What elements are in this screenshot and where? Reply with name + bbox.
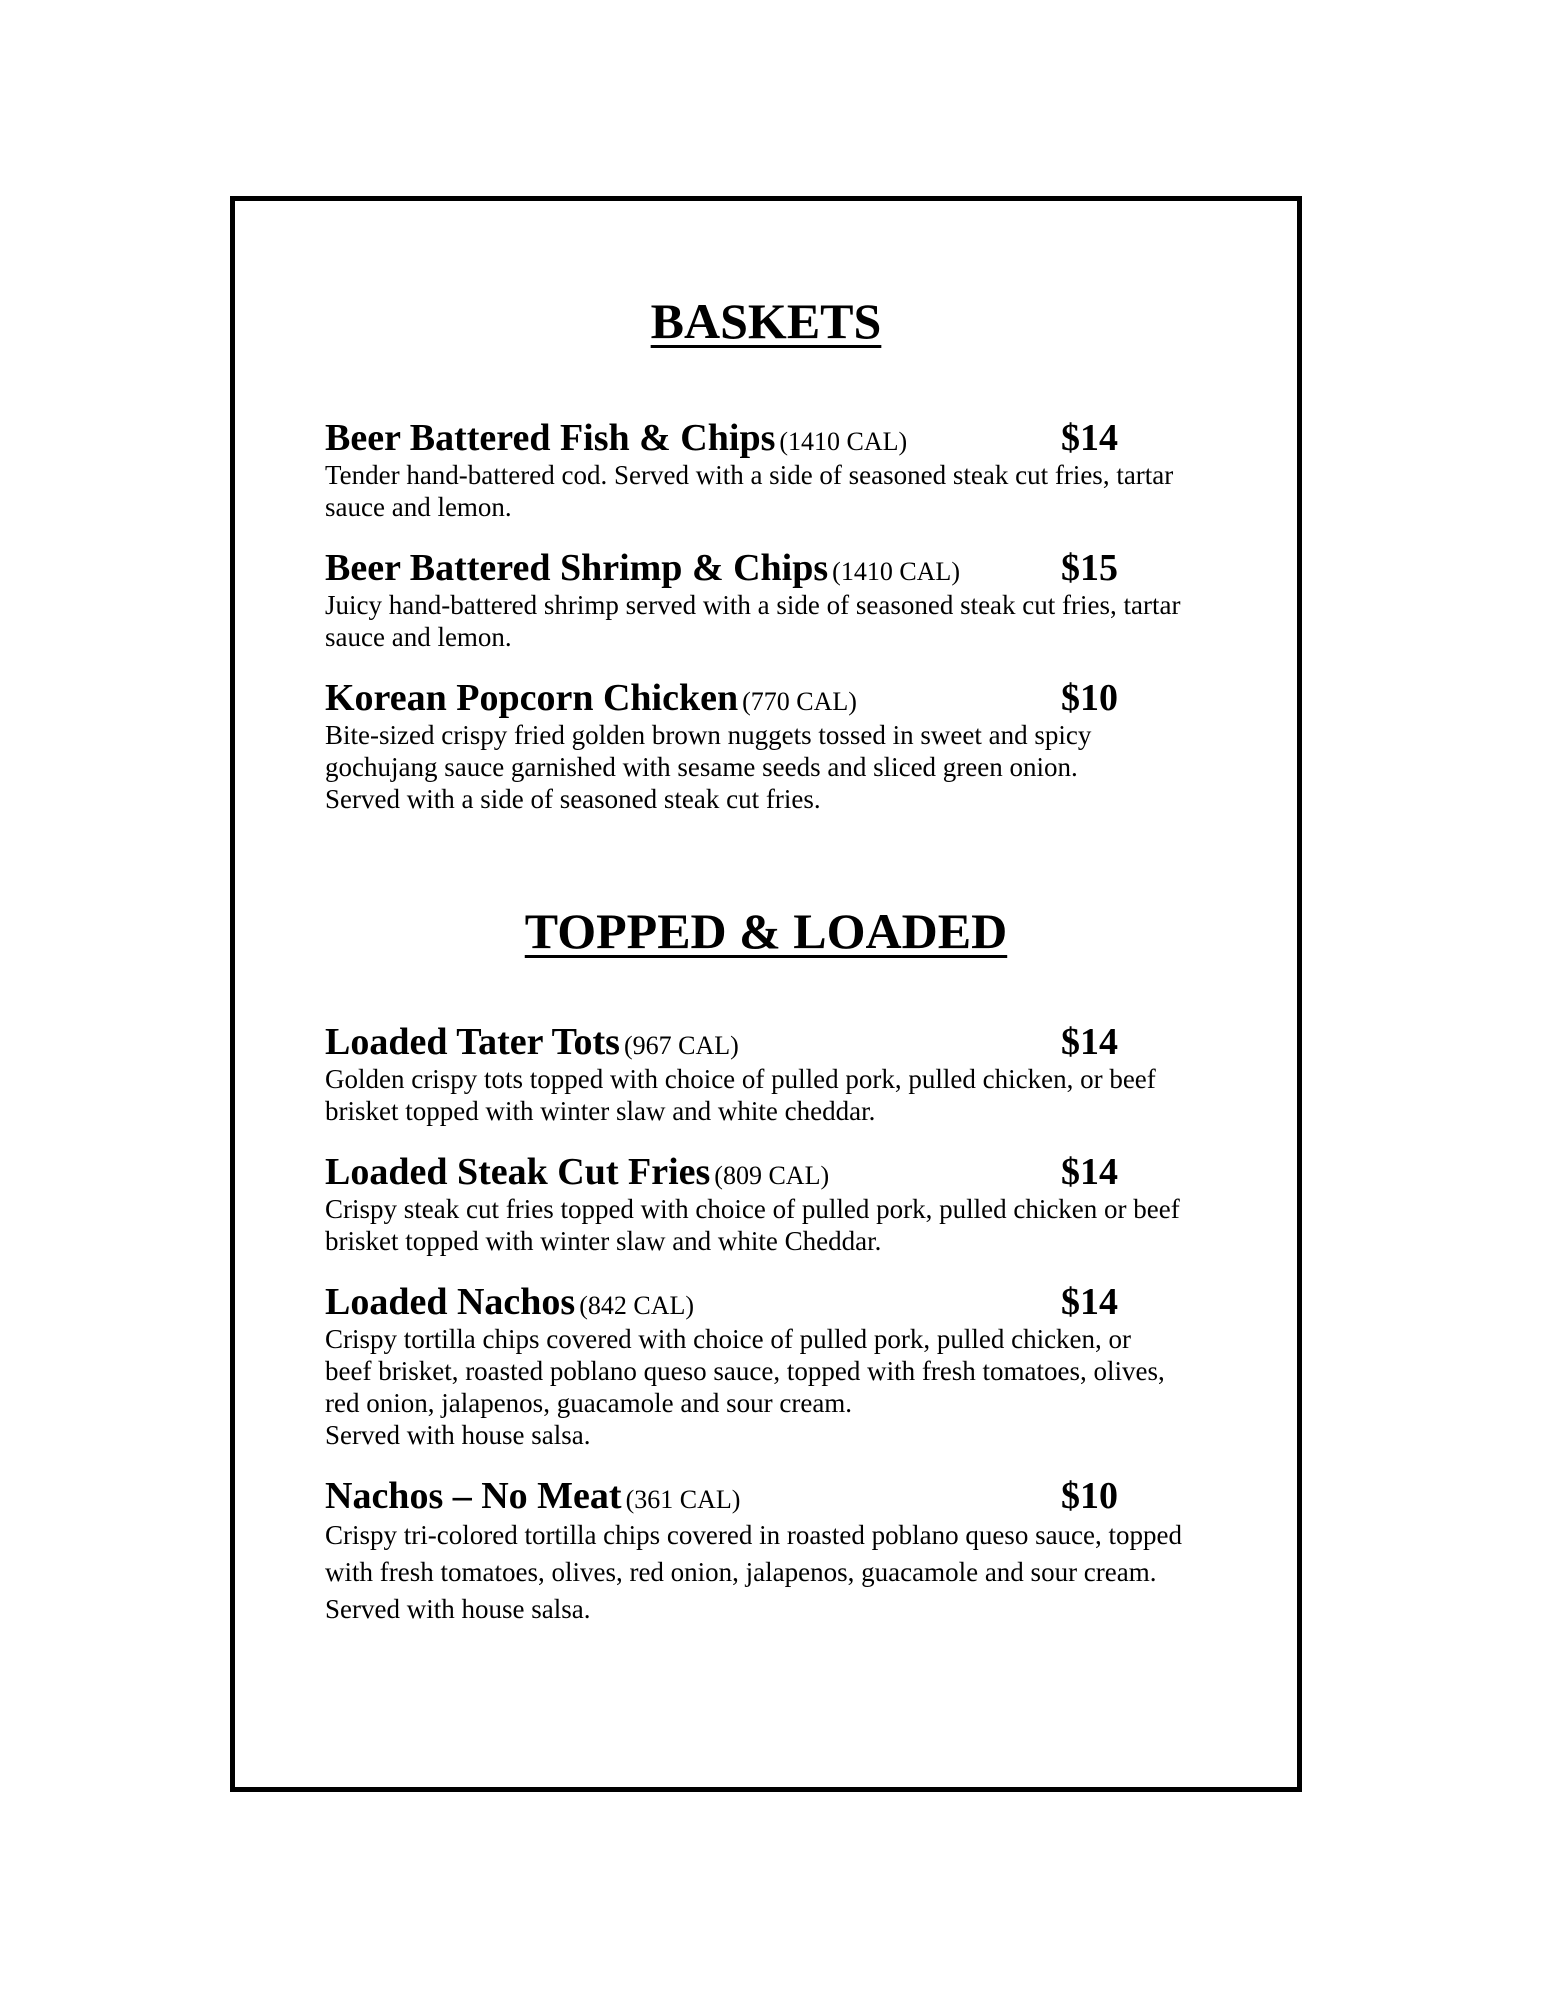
item-description: Crispy steak cut fries topped with choice of pulled pork, pulled chicken or beef brisket topped with winter slaw and white Cheddar. xyxy=(325,1194,1180,1256)
item-description: Juicy hand-battered shrimp served with a side of seasoned steak cut fries, tartar sauce and lemon. xyxy=(325,590,1181,652)
item-calories: (1410 CAL) xyxy=(779,427,908,456)
menu-item-fish-chips xyxy=(325,415,1265,523)
item-name: Loaded Nachos xyxy=(325,1281,576,1323)
item-description: Golden crispy tots topped with choice of pulled pork, pulled chicken, or beef brisket topped with winter slaw and white cheddar. xyxy=(325,1064,1156,1126)
item-name: Korean Popcorn Chicken xyxy=(325,677,739,719)
menu-item-nachos-no-meat xyxy=(325,1473,1265,1628)
item-price: $14 xyxy=(1061,1281,1118,1323)
item-price: $14 xyxy=(1061,1021,1118,1063)
menu-item-shrimp-chips xyxy=(325,545,1265,653)
item-name: Nachos – No Meat xyxy=(325,1475,622,1517)
item-name: Beer Battered Fish & Chips xyxy=(325,417,776,459)
item-name: Loaded Steak Cut Fries xyxy=(325,1151,711,1193)
item-price: $14 xyxy=(1061,1151,1118,1193)
menu-item-korean-popcorn-chicken xyxy=(325,675,1265,815)
item-price: $15 xyxy=(1061,547,1118,589)
item-name: Loaded Tater Tots xyxy=(325,1021,620,1063)
item-description: Crispy tri-colored tortilla chips covered in roasted poblano queso sauce, topped with fresh tomatoes, olives, red onion, jalapenos, guacamole and sour cream. Served with house salsa. xyxy=(325,1520,1183,1624)
item-price: $14 xyxy=(1061,417,1118,459)
item-calories: (842 CAL) xyxy=(579,1291,695,1320)
item-description: Tender hand-battered cod. Served with a side of seasoned steak cut fries, tartar sauce and lemon. xyxy=(325,460,1174,522)
item-name: Beer Battered Shrimp & Chips xyxy=(325,547,829,589)
item-description: Bite-sized crispy fried golden brown nuggets tossed in sweet and spicy gochujang sauce garnished with sesame seeds and sliced green onion. Served with a side of seasoned steak cut fries. xyxy=(325,720,1092,814)
section-title-baskets: BASKETS xyxy=(650,293,882,349)
menu-item-loaded-nachos xyxy=(325,1279,1265,1451)
item-calories: (361 CAL) xyxy=(625,1485,741,1514)
item-calories: (967 CAL) xyxy=(623,1031,739,1060)
menu-item-loaded-tater-tots xyxy=(325,1019,1265,1127)
item-calories: (1410 CAL) xyxy=(832,557,960,586)
menu-item-loaded-steak-cut-fries xyxy=(325,1149,1265,1257)
item-price: $10 xyxy=(1061,1475,1118,1517)
item-calories: (770 CAL) xyxy=(742,687,857,716)
item-price: $10 xyxy=(1061,677,1118,719)
section-title-topped-loaded: TOPPED & LOADED xyxy=(524,903,1008,959)
item-description: Crispy tortilla chips covered with choice of pulled pork, pulled chicken, or beef brisket, roasted poblano queso sauce, topped with fresh tomatoes, olives, red onion, jalapenos, guacamole and sour cream. Served with house salsa. xyxy=(325,1324,1165,1450)
menu-frame xyxy=(230,196,1302,1792)
item-calories: (809 CAL) xyxy=(714,1161,830,1190)
